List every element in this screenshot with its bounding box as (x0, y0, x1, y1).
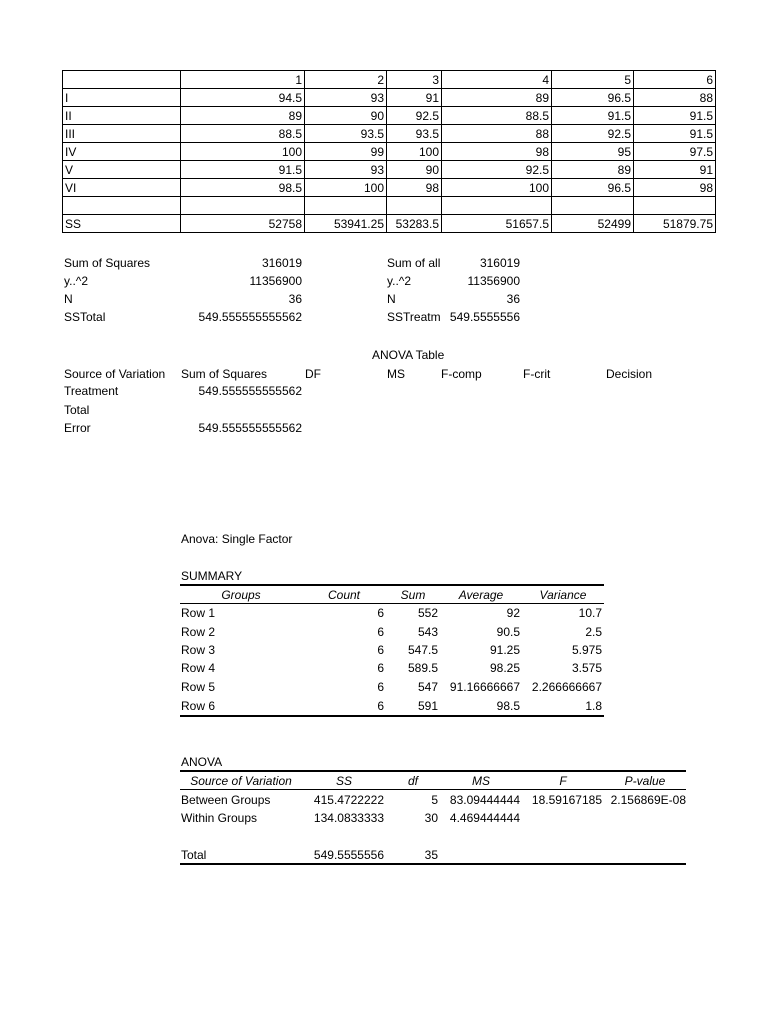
grid-cell: 88.5 (442, 107, 552, 125)
anova-out-header: P-value (624, 774, 666, 788)
summary-cell: Row 6 (181, 699, 216, 713)
grid-row (63, 125, 716, 143)
grid-cell: II (63, 107, 181, 125)
grid-cell: 88 (442, 125, 552, 143)
calc-label: SSTotal (64, 310, 106, 324)
grid-cell (63, 71, 181, 89)
grid-cell: 3 (387, 71, 442, 89)
single-factor-title: Anova: Single Factor (181, 532, 293, 546)
anova-out-cell: 2.156869E-08 (610, 793, 686, 807)
grid-cell: 91.5 (634, 125, 716, 143)
calc-value: 36 (288, 292, 302, 306)
summary-cell: Row 2 (181, 625, 216, 639)
grid-cell: 53283.5 (387, 215, 442, 233)
grid-row (63, 143, 716, 161)
grid-cell: 89 (552, 161, 634, 179)
anova-out-cell: 18.59167185 (531, 793, 602, 807)
summary-cell: 6 (377, 606, 384, 620)
summary-cell: 5.975 (571, 643, 602, 657)
grid-cell: 91.5 (181, 161, 305, 179)
grid-cell: 98 (387, 179, 442, 197)
grid-cell: 98 (442, 143, 552, 161)
summary-cell: 6 (377, 699, 384, 713)
grid-cell: 1 (181, 71, 305, 89)
grid-cell: 92.5 (552, 125, 634, 143)
summary-cell: 2.266666667 (531, 680, 602, 694)
grid-cell: 91.5 (552, 107, 634, 125)
grid-cell: 100 (387, 143, 442, 161)
anova-ss: 549.555555555562 (198, 421, 302, 435)
grid-cell: 51657.5 (442, 215, 552, 233)
summary-header: Variance (539, 588, 587, 602)
anova-header: Source of Variation (64, 367, 166, 381)
anova-out-cell: 5 (431, 793, 438, 807)
summary-cell: 6 (377, 661, 384, 675)
summary-cell: Row 3 (181, 643, 216, 657)
anova-out-cell: 35 (424, 848, 438, 862)
grid-cell: 89 (181, 107, 305, 125)
summary-header: Count (327, 588, 361, 602)
anova-header: DF (305, 367, 321, 381)
grid-cell: 6 (634, 71, 716, 89)
grid-cell: I (63, 89, 181, 107)
grid-cell: 93.5 (305, 125, 387, 143)
anova-out-header: df (407, 774, 418, 788)
anova-top-rule (180, 770, 686, 772)
anova-ss: 549.555555555562 (198, 384, 302, 398)
summary-header: Average (458, 588, 504, 602)
summary-cell: 6 (377, 643, 384, 657)
grid-cell: 92.5 (387, 107, 442, 125)
anova-source: Total (64, 403, 90, 417)
summary-cell: 591 (417, 699, 438, 713)
anova-header: Decision (606, 367, 653, 381)
calc-value: 11356900 (249, 274, 302, 288)
calc-value: 316019 (479, 256, 520, 270)
calc-label: y..^2 (64, 274, 89, 288)
grid-cell: 2 (305, 71, 387, 89)
grid-cell: 89 (442, 89, 552, 107)
summary-header: Sum (400, 588, 426, 602)
summary-cell: 3.575 (571, 661, 602, 675)
anova-header: F-comp (441, 367, 482, 381)
summary-cell: Row 4 (181, 661, 216, 675)
grid-cell: 4 (442, 71, 552, 89)
summary-header: Groups (221, 588, 261, 602)
anova-bottom-rule (180, 863, 686, 865)
summary-cell: 1.8 (585, 699, 602, 713)
summary-cell: Row 1 (181, 606, 216, 620)
anova-table-title: ANOVA Table (372, 348, 445, 362)
anova-out-cell: 134.0833333 (313, 811, 384, 825)
grid-cell: 52758 (181, 215, 305, 233)
summary-cell: 552 (417, 606, 438, 620)
calc-label: Sum of all (387, 256, 441, 270)
anova-out-header: F (559, 774, 567, 788)
anova-out-cell: 30 (424, 811, 438, 825)
anova-header: Sum of Squares (181, 367, 268, 381)
summary-cell: 10.7 (578, 606, 602, 620)
anova-source: Treatment (64, 384, 119, 398)
grid-cell: 93.5 (387, 125, 442, 143)
grid-cell: 91 (387, 89, 442, 107)
grid-cell: 98 (634, 179, 716, 197)
anova-out-cell: 4.469444444 (449, 811, 520, 825)
anova-header: F-crit (523, 367, 551, 381)
grid-cell: 90 (305, 107, 387, 125)
grid-cell: 91.5 (634, 107, 716, 125)
grid-cell: 95 (552, 143, 634, 161)
data-grid (62, 70, 716, 233)
grid-cell: IV (63, 143, 181, 161)
calc-label: y..^2 (387, 274, 412, 288)
calc-value: 549.5555556 (449, 310, 520, 324)
grid-row (63, 89, 716, 107)
grid-cell: 97.5 (634, 143, 716, 161)
grid-cell: SS (63, 215, 181, 233)
summary-cell: 6 (377, 625, 384, 639)
summary-cell: 98.5 (496, 699, 520, 713)
grid-row (63, 161, 716, 179)
grid-cell: 92.5 (442, 161, 552, 179)
anova-out-header: MS (472, 774, 490, 788)
grid-cell: 91 (634, 161, 716, 179)
anova-out-cell: 83.09444444 (449, 793, 520, 807)
summary-cell: 91.25 (489, 643, 520, 657)
grid-cell: 51879.75 (634, 215, 716, 233)
grid-header-row (63, 71, 716, 89)
anova-out-cell: Total (181, 848, 207, 862)
anova-label: ANOVA (181, 755, 223, 769)
grid-cell: 5 (552, 71, 634, 89)
anova-out-cell: Between Groups (181, 793, 271, 807)
grid-row (63, 179, 716, 197)
summary-header-rule (180, 603, 604, 604)
summary-cell: 547.5 (407, 643, 438, 657)
summary-label: SUMMARY (181, 569, 243, 583)
calc-value: 316019 (261, 256, 302, 270)
grid-cell: 88 (634, 89, 716, 107)
summary-bottom-rule (180, 715, 604, 717)
grid-row (63, 107, 716, 125)
summary-cell: 547 (417, 680, 438, 694)
grid-cell: 53941.25 (305, 215, 387, 233)
grid-cell: 99 (305, 143, 387, 161)
summary-cell: 589.5 (407, 661, 438, 675)
anova-header: MS (387, 367, 405, 381)
summary-cell: 92 (506, 606, 520, 620)
grid-cell: 100 (181, 143, 305, 161)
anova-out-cell: 549.5555556 (313, 848, 384, 862)
calc-label: N (64, 292, 73, 306)
anova-out-cell: 415.4722222 (313, 793, 384, 807)
grid-cell: 94.5 (181, 89, 305, 107)
grid-ss-row (63, 215, 716, 233)
grid-cell: 90 (387, 161, 442, 179)
grid-cell: 100 (305, 179, 387, 197)
calc-label: SSTreatm (387, 310, 441, 324)
calc-value: 36 (506, 292, 520, 306)
grid-cell: 100 (442, 179, 552, 197)
calc-label: N (387, 292, 396, 306)
calc-value: 549.555555555562 (198, 310, 302, 324)
grid-cell: VI (63, 179, 181, 197)
grid-cell: 93 (305, 161, 387, 179)
summary-cell: 98.25 (489, 661, 520, 675)
grid-cell: III (63, 125, 181, 143)
grid-cell: 52499 (552, 215, 634, 233)
summary-cell: 2.5 (585, 625, 602, 639)
calc-value: 11356900 (467, 274, 520, 288)
grid-blank-row (63, 197, 716, 215)
summary-cell: 91.16666667 (449, 680, 520, 694)
summary-top-rule (180, 584, 604, 586)
grid-cell: 96.5 (552, 179, 634, 197)
summary-cell: 6 (377, 680, 384, 694)
summary-cell: 543 (417, 625, 438, 639)
anova-source: Error (64, 421, 91, 435)
anova-header-rule (180, 789, 686, 790)
grid-cell: 96.5 (552, 89, 634, 107)
grid-cell: 93 (305, 89, 387, 107)
grid-cell: V (63, 161, 181, 179)
anova-out-header: Source of Variation (190, 774, 292, 788)
grid-cell: 98.5 (181, 179, 305, 197)
calc-label: Sum of Squares (64, 256, 151, 270)
summary-cell: Row 5 (181, 680, 216, 694)
grid-cell: 88.5 (181, 125, 305, 143)
anova-out-cell: Within Groups (181, 811, 258, 825)
anova-out-header: SS (335, 774, 352, 788)
summary-cell: 90.5 (496, 625, 520, 639)
